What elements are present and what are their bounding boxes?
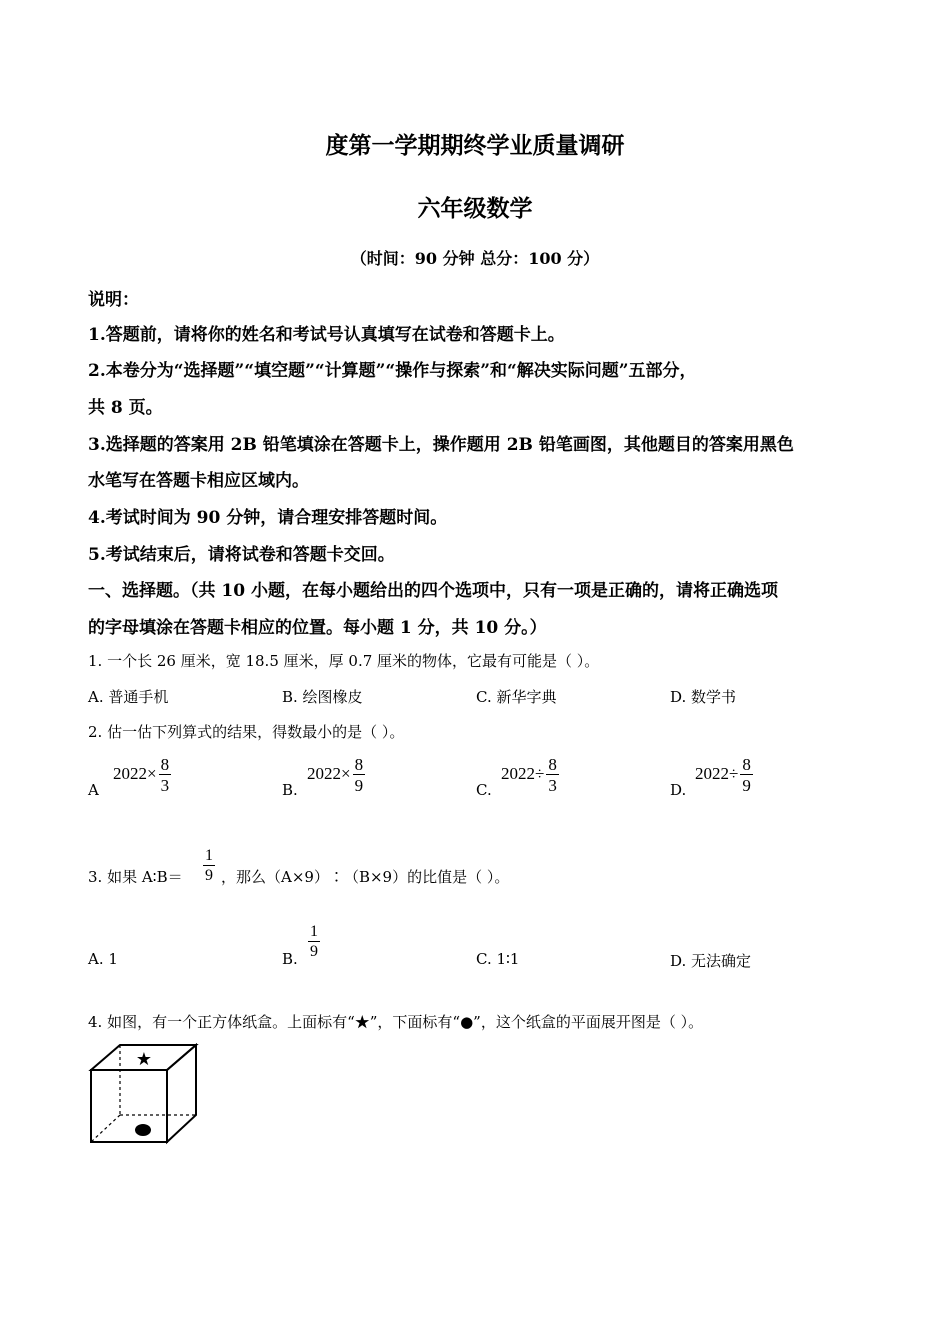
fraction-numerator: 1: [310, 923, 318, 940]
question-2-stem: 2. 估一估下列算式的结果，得数最小的是（ ）。: [88, 723, 405, 741]
fraction-denominator: 9: [742, 776, 751, 795]
cube-right-face: [167, 1045, 196, 1142]
expression-operator: ×: [341, 763, 351, 783]
question-1-option-b: B. 绘图橡皮: [282, 688, 363, 706]
expression: [307, 756, 367, 794]
question-3-option-c: C. 1∶1: [476, 950, 520, 968]
instructions-label: 说明：: [88, 290, 139, 310]
question-3-stem-prefix: 3. 如果 A∶B＝: [88, 868, 183, 886]
instruction-3b: 水笔写在答题卡相应区域内。: [88, 471, 309, 491]
instruction-2a: 2.本卷分为“选择题”“填空题”“计算题”“操作与探索”和“解决实际问题”五部分，: [88, 361, 697, 381]
option-letter: B.: [282, 781, 298, 799]
fraction-denominator: 9: [205, 867, 213, 884]
fraction-numerator: 8: [548, 755, 557, 774]
fraction-denominator: 9: [310, 943, 318, 960]
instruction-4: 4.考试时间为 90 分钟，请合理安排答题时间。: [88, 508, 448, 528]
question-1-option-a: A. 普通手机: [88, 688, 169, 706]
instruction-1: 1.答题前，请将你的姓名和考试号认真填写在试卷和答题卡上。: [88, 325, 565, 345]
expression-operator: ÷: [535, 763, 545, 783]
question-3-stem-suffix: ，那么（A×9）∶（B×9）的比值是（ ）。: [221, 868, 510, 886]
instruction-3a: 3.选择题的答案用 2B 铅笔填涂在答题卡上，操作题用 2B 铅笔画图，其他题目的答案用黑色: [88, 435, 794, 455]
question-3-ratio-fraction: [203, 848, 215, 884]
option-letter: C.: [476, 781, 492, 799]
circle-dot-icon: [135, 1124, 151, 1136]
expression-operator: ×: [147, 763, 157, 783]
section1-heading-a: 一、选择题。（共 10 小题，在每小题给出的四个选项中，只有一项是正确的，请将正确选项: [88, 581, 778, 601]
fraction-numerator: 8: [742, 755, 751, 774]
expression: [501, 756, 561, 794]
expression-base: 2022: [695, 763, 729, 783]
cube-front-face: [91, 1070, 167, 1142]
fraction: [159, 756, 172, 794]
question-4-stem: 4. 如图，有一个正方体纸盒。上面标有“★”，下面标有“●”，这个纸盒的平面展开图是（ ）。: [88, 1013, 704, 1031]
cube-hidden-edge: [91, 1115, 120, 1142]
fraction-denominator: 9: [354, 776, 364, 795]
instruction-2b: 共 8 页。: [88, 398, 163, 418]
expression-base: 2022: [307, 763, 341, 783]
fraction-numerator: 8: [160, 755, 170, 774]
fraction-denominator: 3: [548, 776, 557, 795]
exam-subtitle: 六年级数学: [417, 195, 533, 222]
fraction-numerator: 1: [205, 847, 213, 864]
expression-base: 2022: [501, 763, 535, 783]
question-3-option-d: D. 无法确定: [670, 952, 752, 970]
expression: [695, 756, 755, 794]
instruction-5: 5.考试结束后，请将试卷和答题卡交回。: [88, 545, 395, 565]
expression-base: 2022: [113, 763, 147, 783]
expression: [113, 756, 173, 794]
question-1-option-d: D. 数学书: [670, 688, 737, 706]
option-letter: A: [88, 781, 99, 799]
exam-title: 度第一学期期终学业质量调研: [325, 132, 625, 159]
cube-figure: [88, 1043, 200, 1145]
fraction: [308, 924, 320, 960]
question-1-stem: 1. 一个长 26 厘米，宽 18.5 厘米，厚 0.7 厘米的物体，它最有可能是（ ）。: [88, 652, 600, 670]
question-1-option-c: C. 新华字典: [476, 688, 557, 706]
fraction-numerator: 8: [354, 755, 364, 774]
section1-heading-b: 的字母填涂在答题卡相应的位置。每小题 1 分，共 10 分。）: [88, 618, 547, 638]
question-3-option-a: A. 1: [88, 950, 118, 968]
fraction: [740, 756, 753, 794]
expression-operator: ÷: [729, 763, 739, 783]
fraction: [546, 756, 559, 794]
exam-time-info: （时间：90 分钟 总分：100 分）: [350, 249, 600, 268]
fraction: [353, 756, 366, 794]
star-icon: ★: [135, 1049, 153, 1070]
option-letter: B.: [282, 950, 298, 968]
fraction-denominator: 3: [160, 776, 170, 795]
option-letter: D.: [670, 781, 687, 799]
